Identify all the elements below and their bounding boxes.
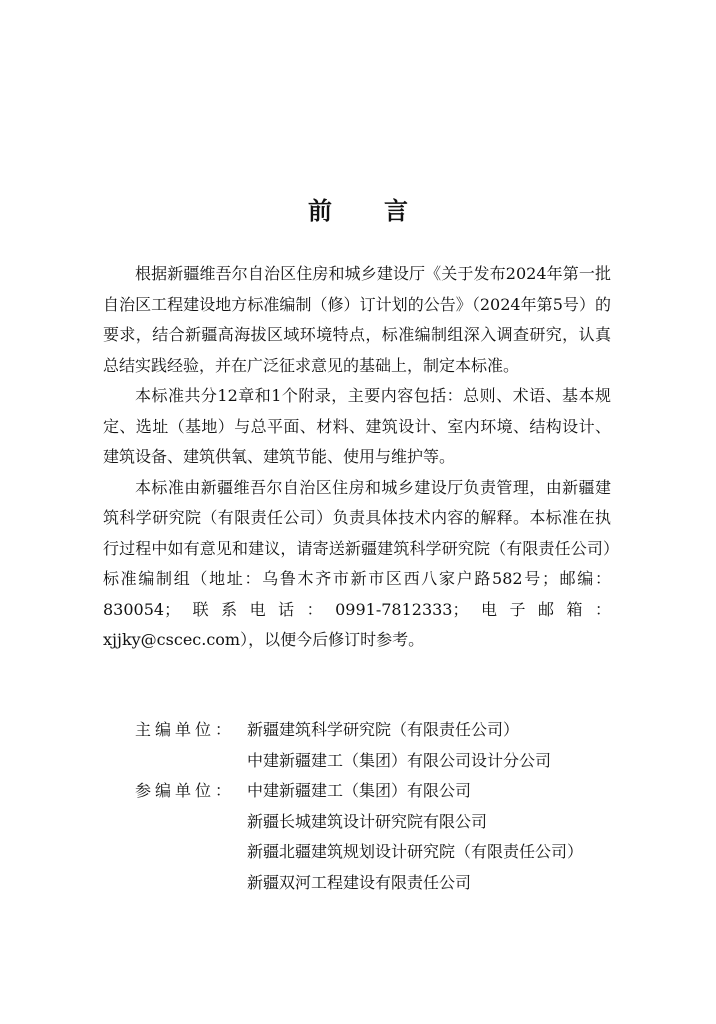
participating-colon: ： (215, 781, 232, 800)
preface-body (103, 259, 611, 656)
participating-unit: 新疆双河工程建设有限责任公司 (247, 872, 472, 892)
participating-unit: 新疆长城建筑设计研究院有限公司 (247, 811, 488, 831)
chief-editor-row (103, 715, 623, 776)
participating-unit: 中建新疆建工（集团）有限公司 (247, 781, 472, 800)
chief-editor-label: 主编单位 (135, 720, 216, 739)
editing-units (103, 715, 623, 898)
participating-unit: 新疆北疆建筑规划设计研究院（有限责任公司） (247, 842, 584, 861)
chief-editor-unit: 中建新疆建工（集团）有限公司设计分公司 (247, 750, 552, 770)
participating-list (247, 776, 623, 898)
page-title: 前言 (308, 197, 460, 225)
preface-paragraph-2: 本标准共分12章和1个附录，主要内容包括：总则、术语、基本规定、选址（基地）与总平面、材料、建筑设计、室内环境、结构设计、建筑设备、建筑供氧、建筑节能、使用与维护等。 (103, 386, 611, 466)
participating-label: 参编单位 (135, 781, 216, 800)
chief-editor-list (247, 715, 623, 776)
chief-editor-colon: ： (215, 720, 232, 739)
participating-row (103, 776, 623, 898)
preface-paragraph-3: 本标准由新疆维吾尔自治区住房和城乡建设厅负责管理，由新疆建筑科学研究院（有限责任公司）负责具体技术内容的解释。本标准在执行过程中如有意见和建议，请寄送新疆建筑科学研究院（有限责任公司）标准编制组（地址：乌鲁木齐市新市区西八家户路582号；邮编：830054；联系电话：0991-7812333；电子邮箱：xjjky@cscec.com），以便今后修订时参考。 (103, 477, 611, 649)
preface-paragraph-1: 根据新疆维吾尔自治区住房和城乡建设厅《关于发布2024年第一批自治区工程建设地方标准编制（修）订计划的公告》（2024年第5号）的要求，结合新疆高海拔区域环境特点，标准编制组深入调查研究，认真总结实践经验，并在广泛征求意见的基础上，制定本标准。 (103, 264, 611, 375)
chief-editor-unit: 新疆建筑科学研究院（有限责任公司） (247, 720, 520, 739)
